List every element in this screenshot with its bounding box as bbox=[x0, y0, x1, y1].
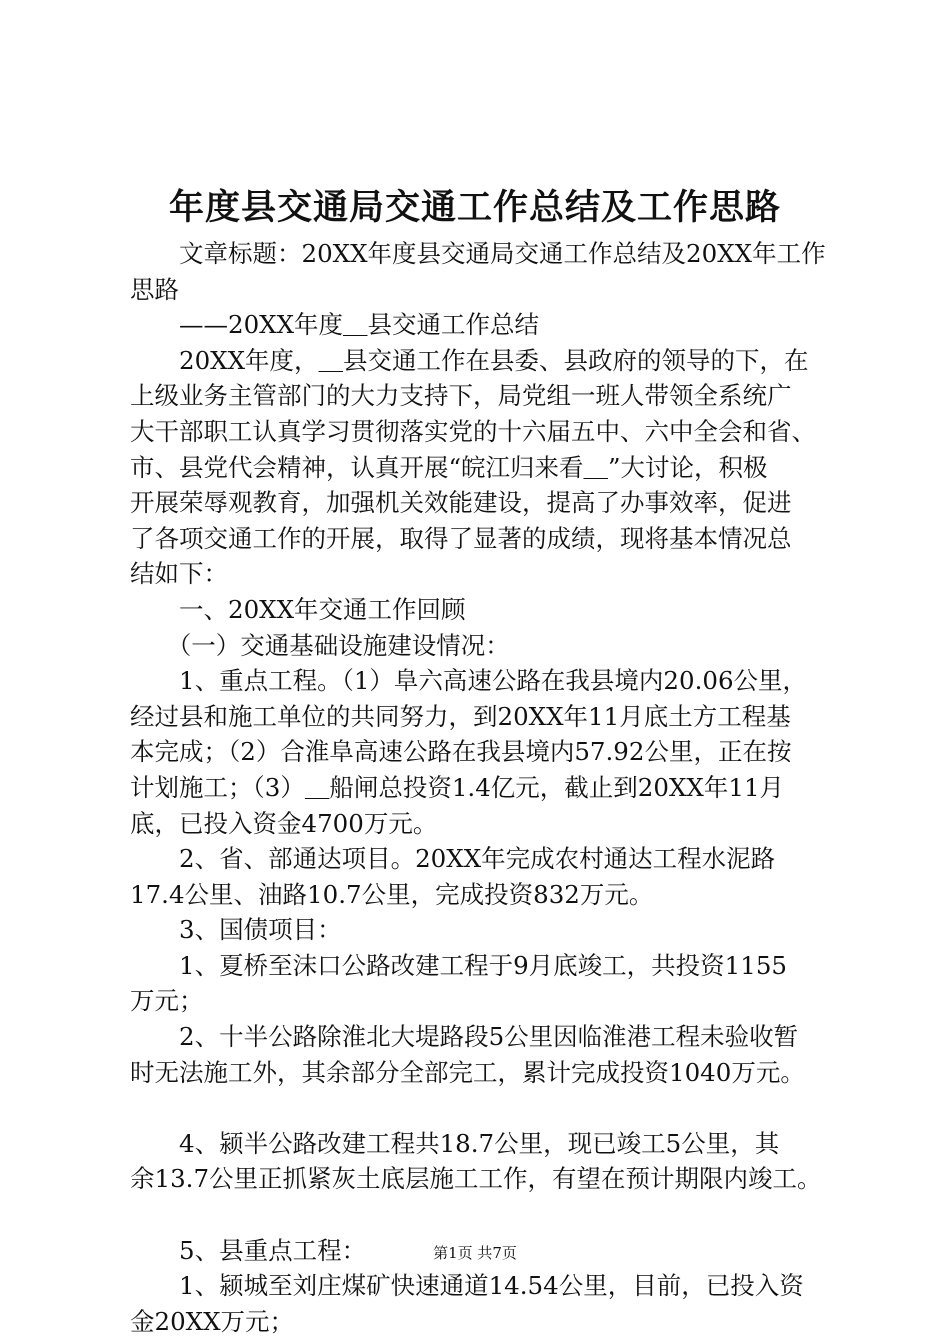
body-line: 1、重点工程。（1）阜六高速公路在我县境内20.06公里， bbox=[130, 666, 808, 696]
body-line: 5、县重点工程： bbox=[130, 1235, 367, 1265]
body-line: 计划施工；（3）＿船闸总投资1.4亿元，截止到20XX年11月 bbox=[130, 772, 785, 802]
body-line: 金20XX万元； bbox=[130, 1306, 295, 1336]
body-line: 17.4公里、油路10.7公里，完成投资832万元。 bbox=[130, 879, 654, 909]
body-line: 1、夏桥至沫口公路改建工程于9月底竣工，共投资1155 bbox=[130, 950, 788, 980]
body-line: 本完成；（2）合淮阜高速公路在我县境内57.92公里，正在按 bbox=[130, 737, 792, 767]
body-line: 4、颍半公路改建工程共18.7公里，现已竣工5公里，其 bbox=[130, 1128, 780, 1158]
body-line: 大干部职工认真学习贯彻落实党的十六届五中、六中全会和省、 bbox=[130, 416, 816, 446]
blank-line bbox=[130, 1197, 830, 1233]
body-line: 20XX年度，＿县交通工作在县委、县政府的领导的下，在 bbox=[130, 345, 809, 375]
body-line: 一、20XX年交通工作回顾 bbox=[130, 594, 466, 624]
body-line: 思路 bbox=[130, 274, 179, 304]
body-line: 万元； bbox=[130, 986, 204, 1016]
body-line: 市、县党代会精神，认真开展“皖江归来看＿”大讨论，积极 bbox=[130, 452, 768, 482]
body-line: 结如下： bbox=[130, 559, 228, 589]
document-title: 年度县交通局交通工作总结及工作思路 bbox=[168, 187, 781, 228]
body-line: （一）交通基础设施建设情况： bbox=[130, 630, 510, 660]
page-number-footer: 第1页 共7页 bbox=[433, 1244, 517, 1262]
document-body bbox=[130, 236, 830, 1339]
body-line: 上级业务主管部门的大力支持下，局党组一班人带领全系统广 bbox=[130, 381, 792, 411]
body-line: 底，已投入资金4700万元。 bbox=[130, 808, 438, 838]
body-line: 1、颍城至刘庄煤矿快速通道14.54公里，目前，已投入资 bbox=[130, 1271, 804, 1301]
body-line: 了各项交通工作的开展，取得了显著的成绩，现将基本情况总 bbox=[130, 523, 792, 553]
body-line: 2、省、部通达项目。20XX年完成农村通达工程水泥路 bbox=[130, 844, 776, 874]
body-line: 时无法施工外，其余部分全部完工，累计完成投资1040万元。 bbox=[130, 1057, 805, 1087]
body-line: 开展荣辱观教育，加强机关效能建设，提高了办事效率，促进 bbox=[130, 488, 792, 518]
body-line: 余13.7公里正抓紧灰土底层施工工作，有望在预计期限内竣工。 bbox=[130, 1164, 822, 1194]
body-line: 3、国债项目： bbox=[130, 915, 342, 945]
body-line: 文章标题：20XX年度县交通局交通工作总结及20XX年工作 bbox=[130, 239, 826, 268]
blank-line bbox=[130, 1090, 830, 1126]
body-line: ——20XX年度＿县交通工作总结 bbox=[130, 310, 540, 340]
body-line: 经过县和施工单位的共同努力，到20XX年11月底土方工程基 bbox=[130, 701, 791, 731]
body-line: 2、十半公路除淮北大堤路段5公里因临淮港工程未验收暂 bbox=[130, 1022, 799, 1052]
